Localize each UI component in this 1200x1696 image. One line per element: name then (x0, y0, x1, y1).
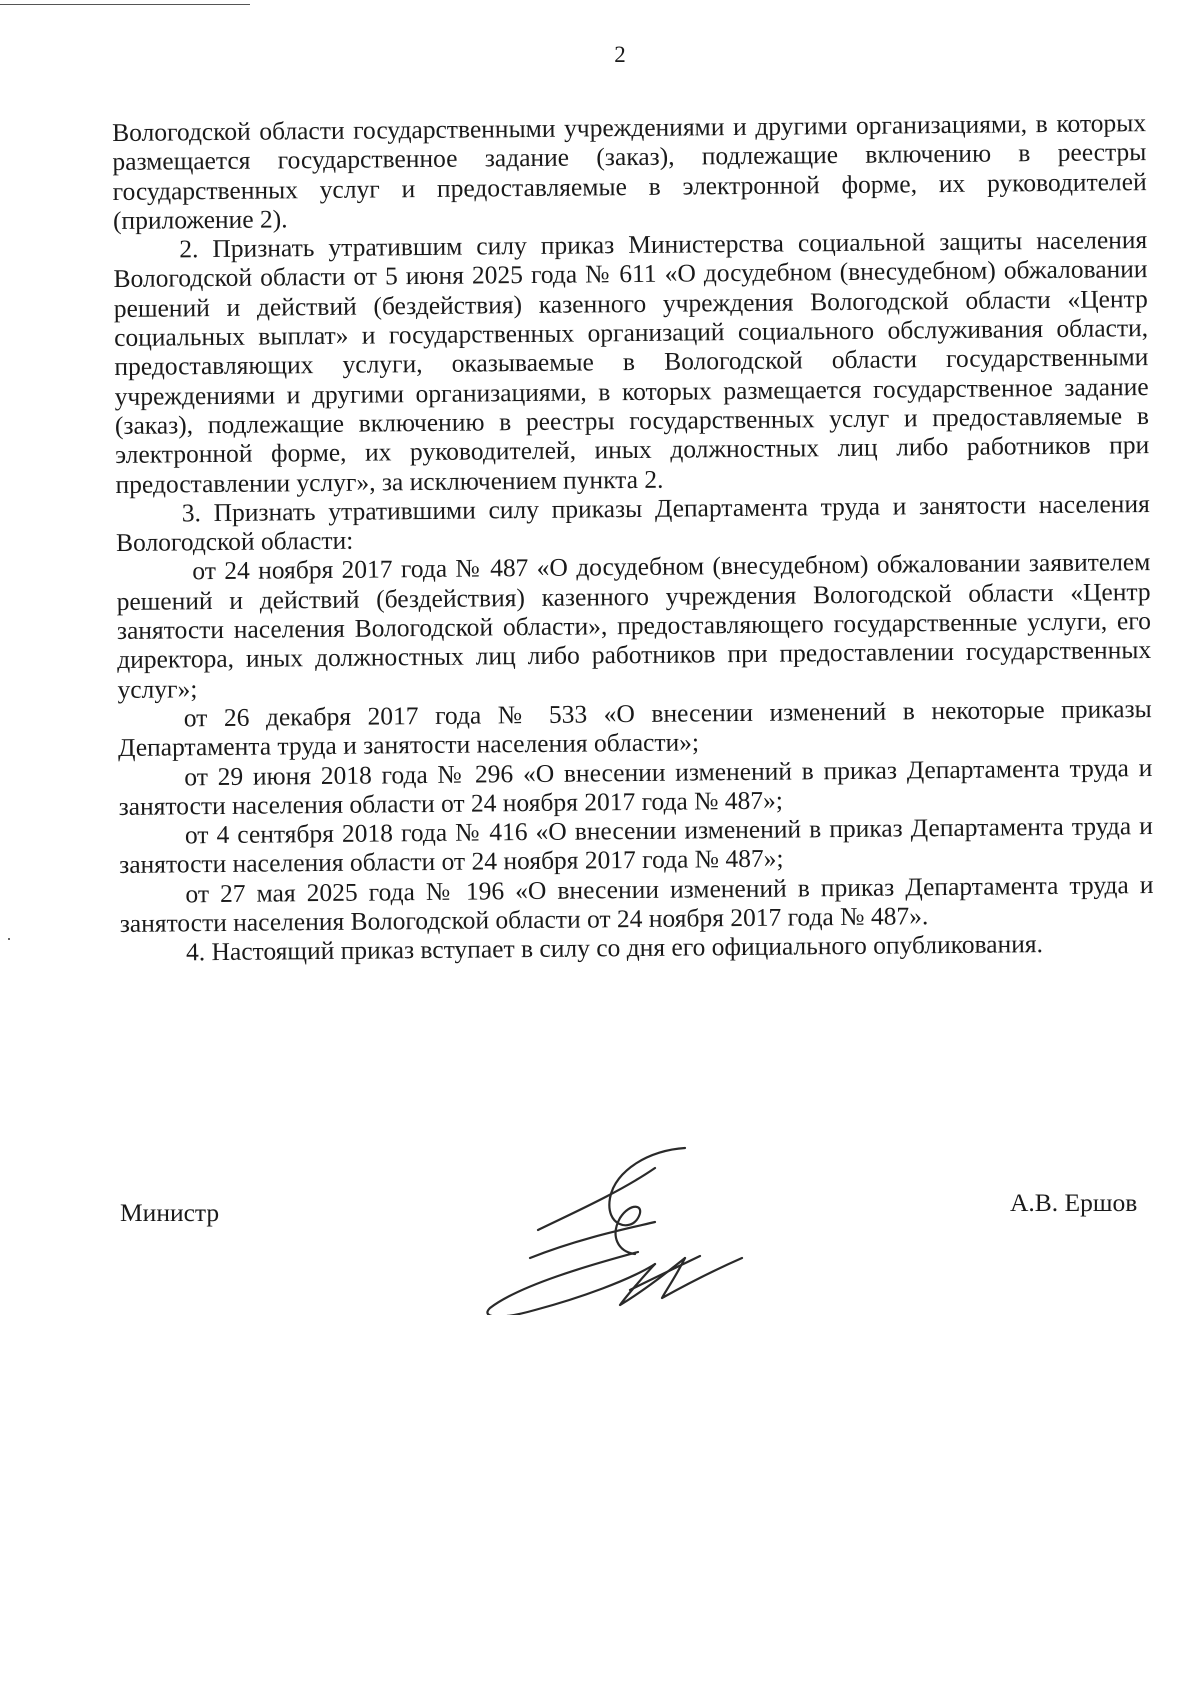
paragraph-item-3: 3. Признать утратившими силу приказы Департамента труда и занятости населения Вологодской области: (115, 488, 1150, 558)
handwritten-signature (480, 1140, 750, 1315)
repealed-order-2017-487: от 24 ноября 2017 года № 487 «О досудебном (внесудебном) обжаловании заявителем решений и действий (бездействия) казенного учреждения Вологодской области «Центр занятости населения Вологодской области», предоставляющего государственные услуги, его директора, иных должностных лиц либо работников при предоставлении государственных услуг»; (116, 547, 1152, 704)
paragraph-continuation: Вологодской области государственными учреждениями и другими организациями, в которых размещается государственное задание (заказ), подлежащие включению в реестры государственных услуг и предоставляемые в электронной форме, их руководителей (приложение 2). (112, 108, 1147, 235)
repealed-order-2018-416: от 4 сентября 2018 года № 416 «О внесении изменений в приказ Департамента труда и занятости населения области от 24 ноября 2017 года № 487»; (119, 811, 1153, 880)
signatory-name: А.В. Ершов (1010, 1188, 1138, 1217)
scan-speck (8, 938, 10, 940)
signatory-title: Министр (120, 1198, 220, 1227)
paragraph-item-4: 4. Настоящий приказ вступает в силу со дня его официального опубликования. (185, 929, 1044, 967)
repealed-order-2025-196: от 27 мая 2025 года № 196 «О внесении изменений в приказ Департамента труда и занятости населения Вологодской области от 24 ноября 2017 года № 487». (119, 869, 1154, 938)
page-number: 2 (614, 42, 626, 67)
document-body (112, 108, 1154, 967)
repealed-order-2017-533: от 26 декабря 2017 года № 533 «О внесении изменений в некоторые приказы Департамента труда и занятости населения области»; (117, 693, 1152, 763)
scan-edge-line (0, 4, 250, 5)
paragraph-item-2: 2. Признать утратившим силу приказ Министерства социальной защиты населения Вологодской области от 5 июня 2025 года № 611 «О досудебном (внесудебном) обжаловании решений и действий (бездействия) казенного учреждения Вологодской области «Центр социальных выплат» и государственных организаций социального обслуживания области, предоставляющих услуги, оказываемые в Вологодской области государственными учреждениями и другими организациями, в которых размещается государственное задание (заказ), подлежащие включению в реестры государственных услуг и предоставляемые в электронной форме, их руководителей, иных должностных лиц либо работников при предоставлении услуг», за исключением пункта 2. (113, 225, 1150, 499)
repealed-order-2018-296: от 29 июня 2018 года № 296 «О внесении изменений в приказ Департамента труда и занятости населения области от 24 ноября 2017 года № 487»; (118, 752, 1153, 821)
